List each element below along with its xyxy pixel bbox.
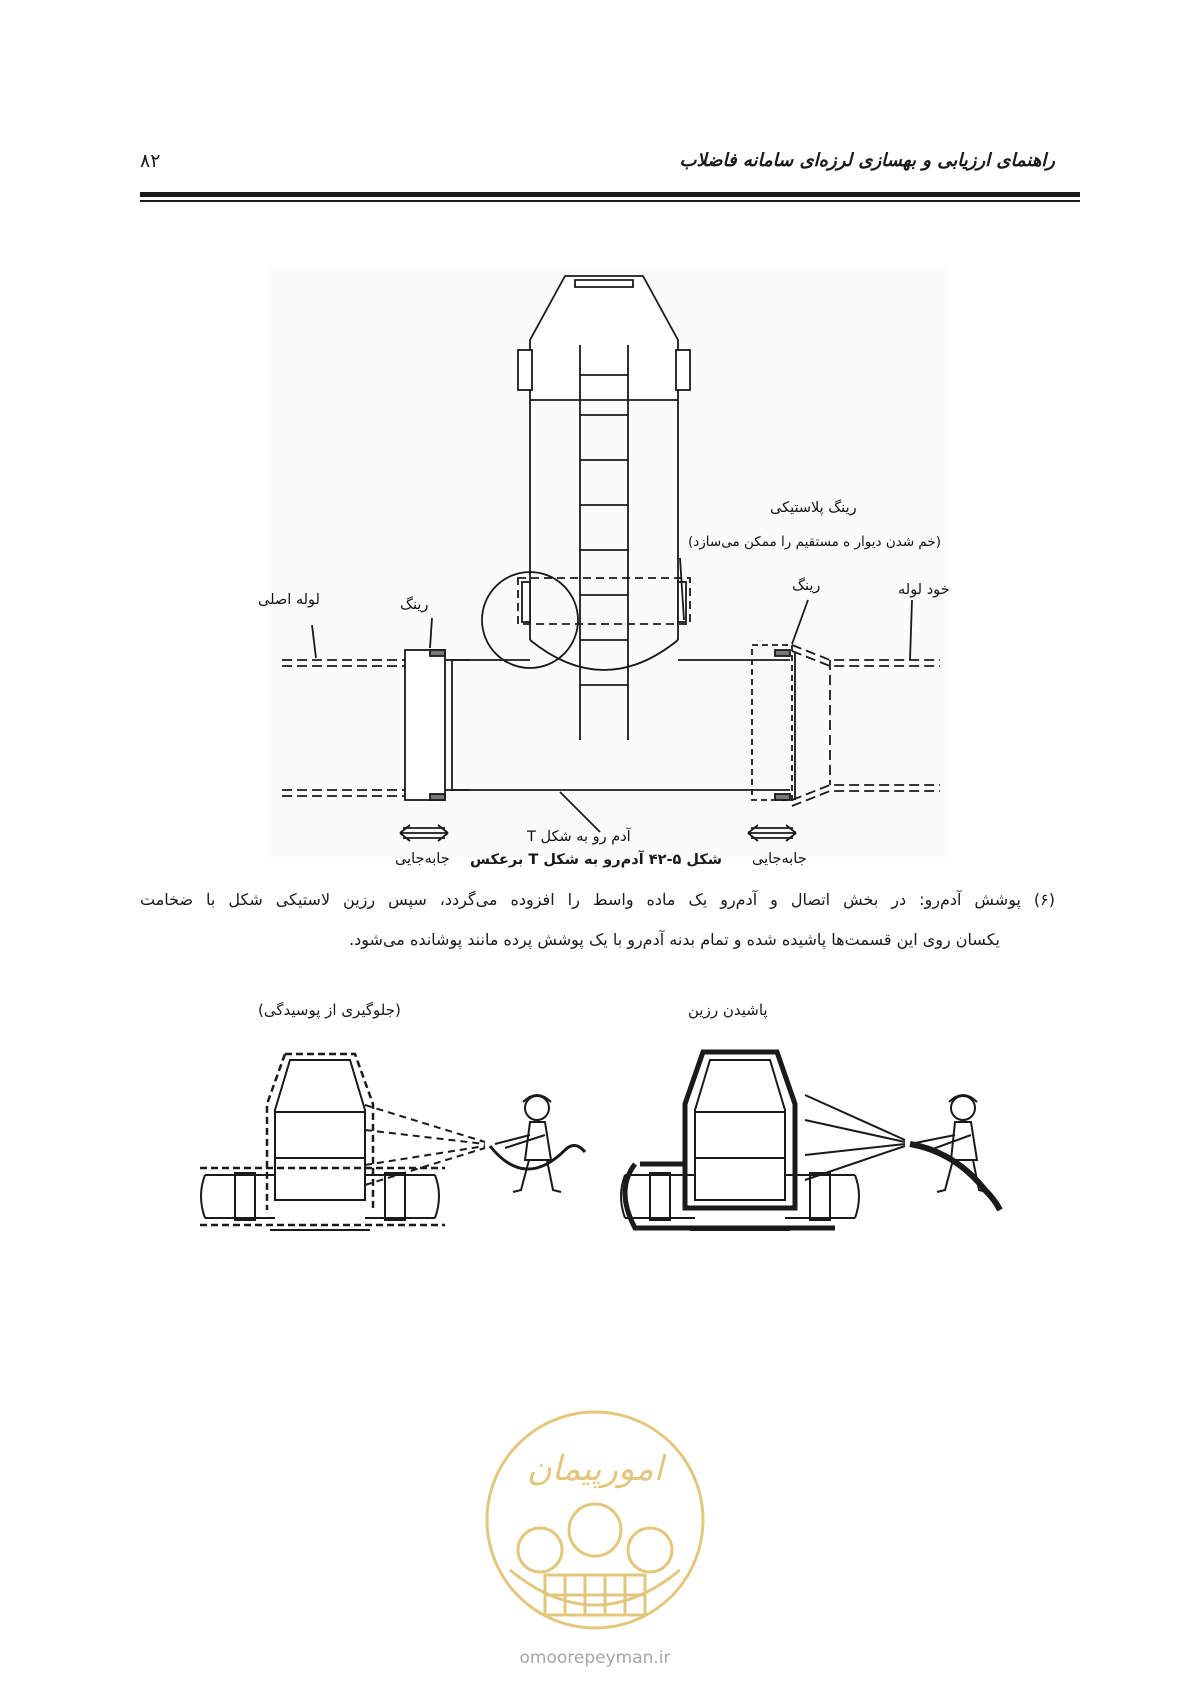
figure-caption-text: شکل ۵-۴۲ آدم‌رو به شکل T برعکس [470, 852, 723, 868]
paragraph-line-2: یکسان روی این قسمت‌ها پاشیده شده و تمام بدنه آدم‌رو با یک پوشش پرده مانند پوشانده می‌شود. [349, 930, 1000, 949]
logo-text: امورپیمان [526, 1449, 664, 1489]
omoore-peyman-logo [475, 1400, 715, 1640]
plastic-ring-label: رینگ پلاستیکی [770, 500, 857, 516]
plastic-ring-note-label: (خم شدن دیوار ه مستقیم را ممکن می‌سازد) [688, 534, 942, 550]
pipe-itself-label: خود لوله [898, 582, 950, 598]
right-manhole-drawing [621, 1052, 1000, 1230]
left-manhole-drawing [200, 1054, 585, 1230]
page-number: ۸۲ [140, 150, 161, 172]
resin-spraying-label: پاشیدن رزین [688, 1001, 768, 1019]
watermark-site: omoorepeyman.ir [519, 1648, 671, 1668]
main-pipe-label: لوله اصلی [258, 592, 320, 608]
displacement-right-label: جابه‌جایی [752, 851, 807, 867]
figure-caption [470, 852, 722, 868]
paragraph-line-1: (۶) پوشش آدم‌رو: در بخش اتصال و آدم‌رو یک ماده واسط را افزوده می‌گردد، سپس رزین لاستیکی شکل با ضخامت [140, 890, 1055, 909]
book-title: راهنمای ارزیابی و بهسازی لرزه‌ای سامانه فاضلاب [679, 150, 1055, 171]
ring-left-label: رینگ [400, 597, 429, 613]
resin-coating-illustration [195, 1040, 1045, 1250]
t-manhole-label: آدم رو به شکل T [527, 829, 631, 845]
ring-right-label: رینگ [792, 578, 821, 594]
anti-corrosion-label: (جلوگیری از پوسیدگی) [258, 1001, 401, 1019]
displacement-left-label: جابه‌جایی [395, 851, 450, 867]
